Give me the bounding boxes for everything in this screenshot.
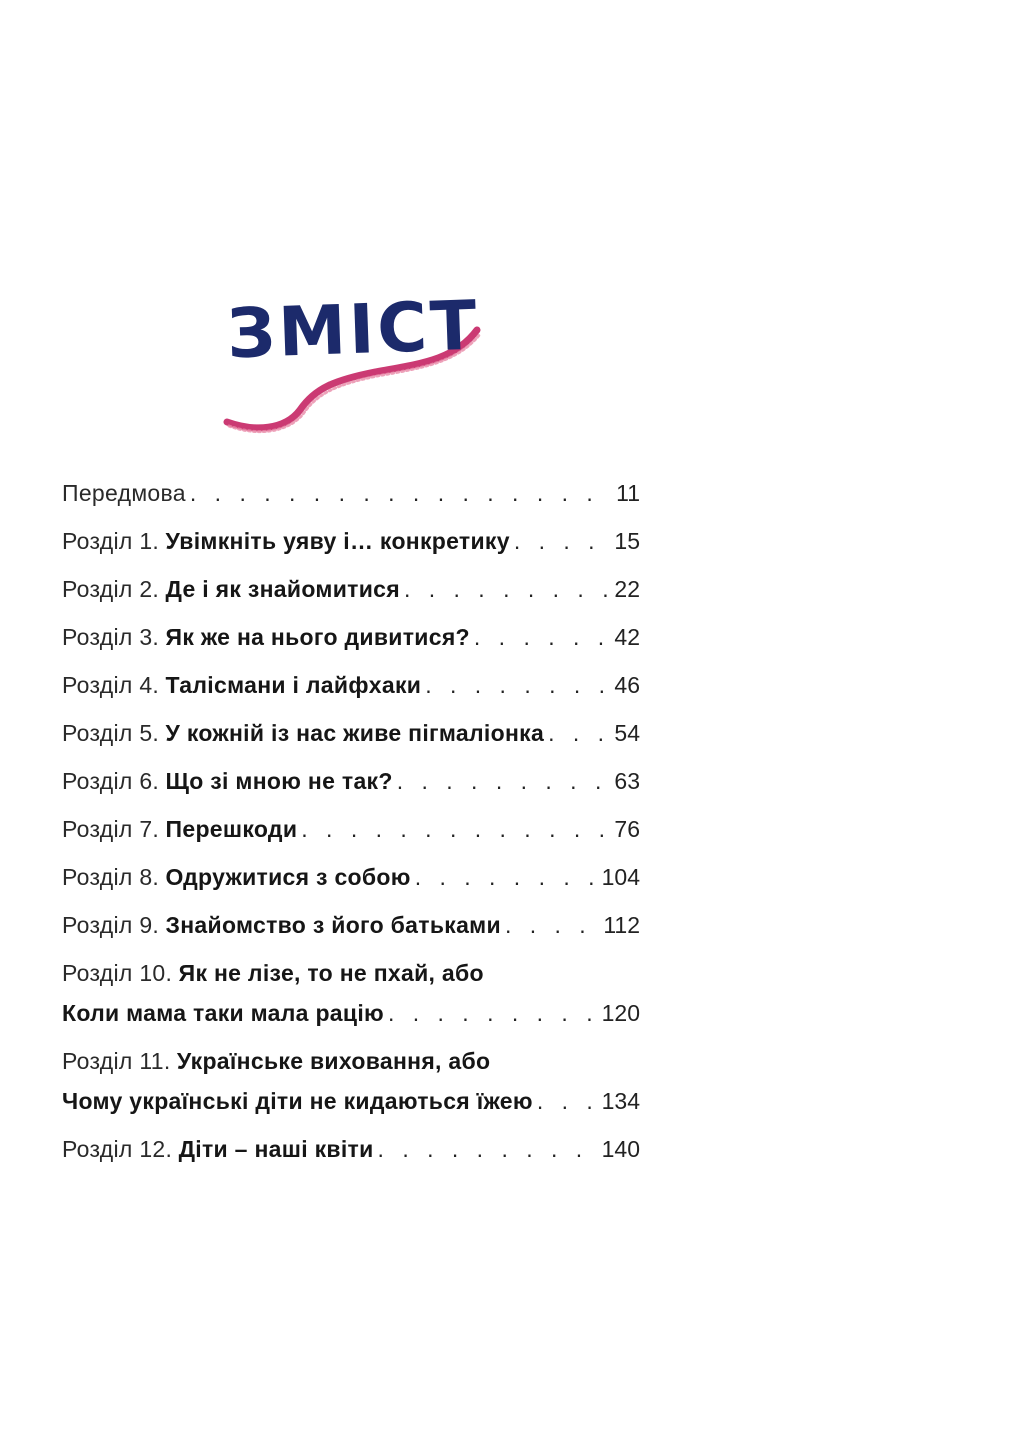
toc-prefix: Розділ 10. bbox=[62, 960, 173, 986]
toc-chapter-name: Талісмани і лайфхаки bbox=[165, 672, 422, 698]
toc-page: 42 bbox=[614, 624, 640, 650]
toc-page: 63 bbox=[614, 768, 640, 794]
toc-page: 120 bbox=[601, 1000, 640, 1026]
toc-prefix: Розділ 11. bbox=[62, 1048, 171, 1074]
toc-leader bbox=[425, 670, 610, 700]
toc-prefix: Розділ 7. bbox=[62, 816, 160, 842]
toc-leader bbox=[548, 718, 610, 748]
toc-page: 15 bbox=[614, 528, 640, 554]
toc-prefix: Розділ 2. bbox=[62, 576, 160, 602]
toc-entry-10[interactable] bbox=[62, 958, 640, 998]
toc-chapter-name: Що зі мною не так? bbox=[165, 768, 393, 794]
toc-chapter-name: Чому українські діти не кидаються їжею bbox=[62, 1088, 533, 1114]
toc-chapter-name: Одружитися з собою bbox=[165, 864, 411, 890]
toc-prefix: Розділ 3. bbox=[62, 624, 160, 650]
toc-entry-7[interactable] bbox=[62, 814, 640, 862]
toc-chapter-name: Знайомство з його батьками bbox=[165, 912, 501, 938]
toc-leader bbox=[514, 526, 611, 556]
toc-page: 46 bbox=[614, 672, 640, 698]
toc-chapter-name: Діти – наші квіти bbox=[178, 1136, 374, 1162]
toc-page: 134 bbox=[601, 1088, 640, 1114]
toc-prefix: Розділ 5. bbox=[62, 720, 160, 746]
toc-leader bbox=[190, 478, 612, 508]
toc-entry-8[interactable] bbox=[62, 862, 640, 910]
toc-chapter-name: Де і як знайомитися bbox=[165, 576, 400, 602]
toc-leader bbox=[301, 814, 610, 844]
toc-leader bbox=[537, 1086, 598, 1116]
toc-page: 54 bbox=[614, 720, 640, 746]
toc-entry-11[interactable] bbox=[62, 1046, 640, 1086]
toc-chapter-name: Перешкоди bbox=[165, 816, 298, 842]
toc-chapter-name: У кожній із нас живе пігмаліонка bbox=[165, 720, 545, 746]
toc-entry-1[interactable] bbox=[62, 526, 640, 574]
toc-prefix: Розділ 12. bbox=[62, 1136, 173, 1162]
toc-leader bbox=[397, 766, 611, 796]
toc-chapter-name: Коли мама таки мала рацію bbox=[62, 1000, 384, 1026]
toc-leader bbox=[474, 622, 611, 652]
toc-leader bbox=[388, 998, 598, 1028]
page-title: ЗМІСТ bbox=[225, 286, 481, 375]
toc-leader bbox=[415, 862, 598, 892]
toc-entry-foreword[interactable] bbox=[62, 478, 640, 526]
table-of-contents bbox=[62, 478, 640, 1182]
toc-entry-4[interactable] bbox=[62, 670, 640, 718]
toc-page: 104 bbox=[601, 864, 640, 890]
toc-entry-9[interactable] bbox=[62, 910, 640, 958]
toc-chapter-name: Увімкніть уяву і… конкретику bbox=[165, 528, 510, 554]
toc-prefix: Розділ 8. bbox=[62, 864, 160, 890]
toc-entry-3[interactable] bbox=[62, 622, 640, 670]
toc-chapter-name: Як же на нього дивитися? bbox=[165, 624, 470, 650]
toc-entry-6[interactable] bbox=[62, 766, 640, 814]
toc-leader bbox=[378, 1134, 598, 1164]
toc-chapter-name: Українське виховання, або bbox=[176, 1048, 491, 1074]
toc-leader bbox=[404, 574, 610, 604]
toc-entry-5[interactable] bbox=[62, 718, 640, 766]
toc-leader bbox=[505, 910, 599, 940]
toc-page: 11 bbox=[616, 480, 640, 506]
toc-prefix: Розділ 1. bbox=[62, 528, 160, 554]
toc-page: 140 bbox=[601, 1136, 640, 1162]
title-block bbox=[215, 286, 495, 450]
toc-page: 22 bbox=[614, 576, 640, 602]
toc-prefix: Розділ 6. bbox=[62, 768, 160, 794]
toc-entry-2[interactable] bbox=[62, 574, 640, 622]
toc-entry-10-cont[interactable] bbox=[62, 998, 640, 1046]
toc-prefix: Розділ 9. bbox=[62, 912, 160, 938]
toc-prefix: Передмова bbox=[62, 480, 186, 506]
toc-entry-11-cont[interactable] bbox=[62, 1086, 640, 1134]
toc-page: 112 bbox=[603, 912, 640, 938]
toc-page: 76 bbox=[614, 816, 640, 842]
toc-chapter-name: Як не лізе, то не пхай, або bbox=[178, 960, 484, 986]
toc-entry-12[interactable] bbox=[62, 1134, 640, 1182]
toc-prefix: Розділ 4. bbox=[62, 672, 160, 698]
